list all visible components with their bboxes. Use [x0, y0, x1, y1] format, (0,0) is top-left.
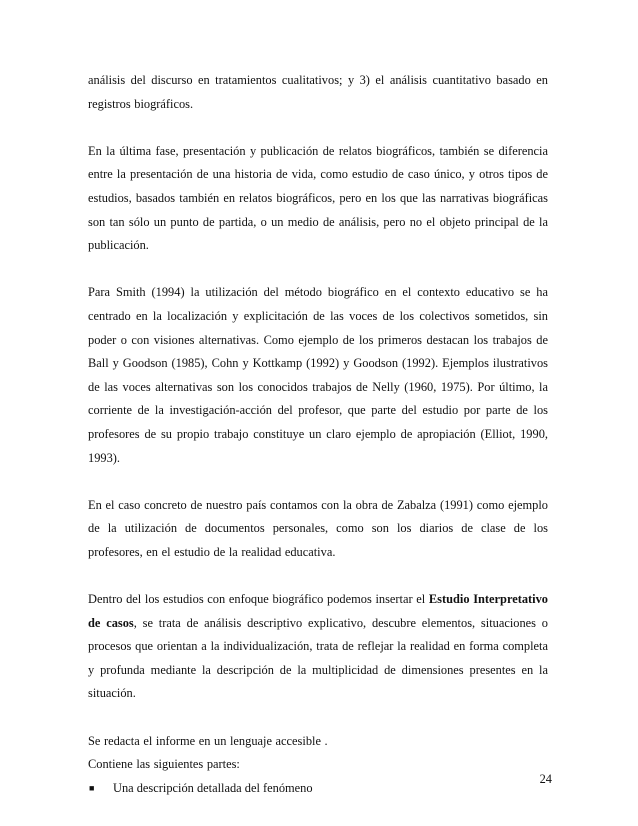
paragraph-interpretative-study-suffix: , se trata de análisis descriptivo explicativo, descubre elementos, situaciones o procesos que orientan a la individualización, trata de reflejar la realidad en forma completa y profunda mediante la descripción de la multiplicidad de dimensiones presentes en la situación. [88, 615, 548, 701]
paragraph-zabalza: En el caso concreto de nuestro país contamos con la obra de Zabalza (1991) como ejemplo de la utilización de documentos personales, como son los diarios de clase de los profesores, en el estudio de la realidad educativa. [88, 497, 548, 559]
page-number: 24 [539, 772, 552, 786]
paragraph-smith-1994: Para Smith (1994) la utilización del método biográfico en el contexto educativo se ha centrado en la localización y explicitación de las voces de los colectivos sometidos, sin poder o con visiones alternativas. Como ejemplo de los primeros destacan los trabajos de Ball y Goodson (1985), Cohn y Kottkamp (1992) y Goodson (1992). Ejemplos ilustrativos de las voces alternativas son los conocidos trabajos de Nelly (1960, 1975). Por último, la corriente de la investigación-acción del profesor, que parte del estudio por parte de los profesores de su propio trabajo constituye un claro ejemplo de apropiación (Elliot, 1990, 1993). [88, 285, 548, 465]
square-bullet-icon: ■ [89, 782, 95, 793]
closing-line-parts: Contiene las siguientes partes: [88, 757, 240, 772]
bullet-text: Una descripción detallada del fenómeno [113, 780, 313, 795]
document-page [88, 69, 548, 800]
paragraph-last-phase: En la última fase, presentación y publicación de relatos biográficos, también se diferencia entre la presentación de una historia de vida, como estudio de caso único, y otros tipos de estudios, basados también en relatos biográficos, pero en los que las narrativas biográficas son tan sólo un punto de partida, o un medio de análisis, pero no el objeto principal de la publicación. [88, 143, 548, 253]
bullet-list-item [88, 777, 548, 801]
paragraph-interpretative-study-prefix: Dentro del los estudios con enfoque biográfico podemos insertar el [88, 592, 429, 607]
paragraph-discourse-analysis: análisis del discurso en tratamientos cualitativos; y 3) el análisis cuantitativo basado en registros biográficos. [88, 73, 548, 111]
closing-line-report: Se redacta el informe en un lenguaje accesible . [88, 733, 328, 748]
paragraph-interpretative-study [88, 588, 548, 706]
interpretative-study-term: Estudio Interpretativo de casos [88, 592, 548, 630]
